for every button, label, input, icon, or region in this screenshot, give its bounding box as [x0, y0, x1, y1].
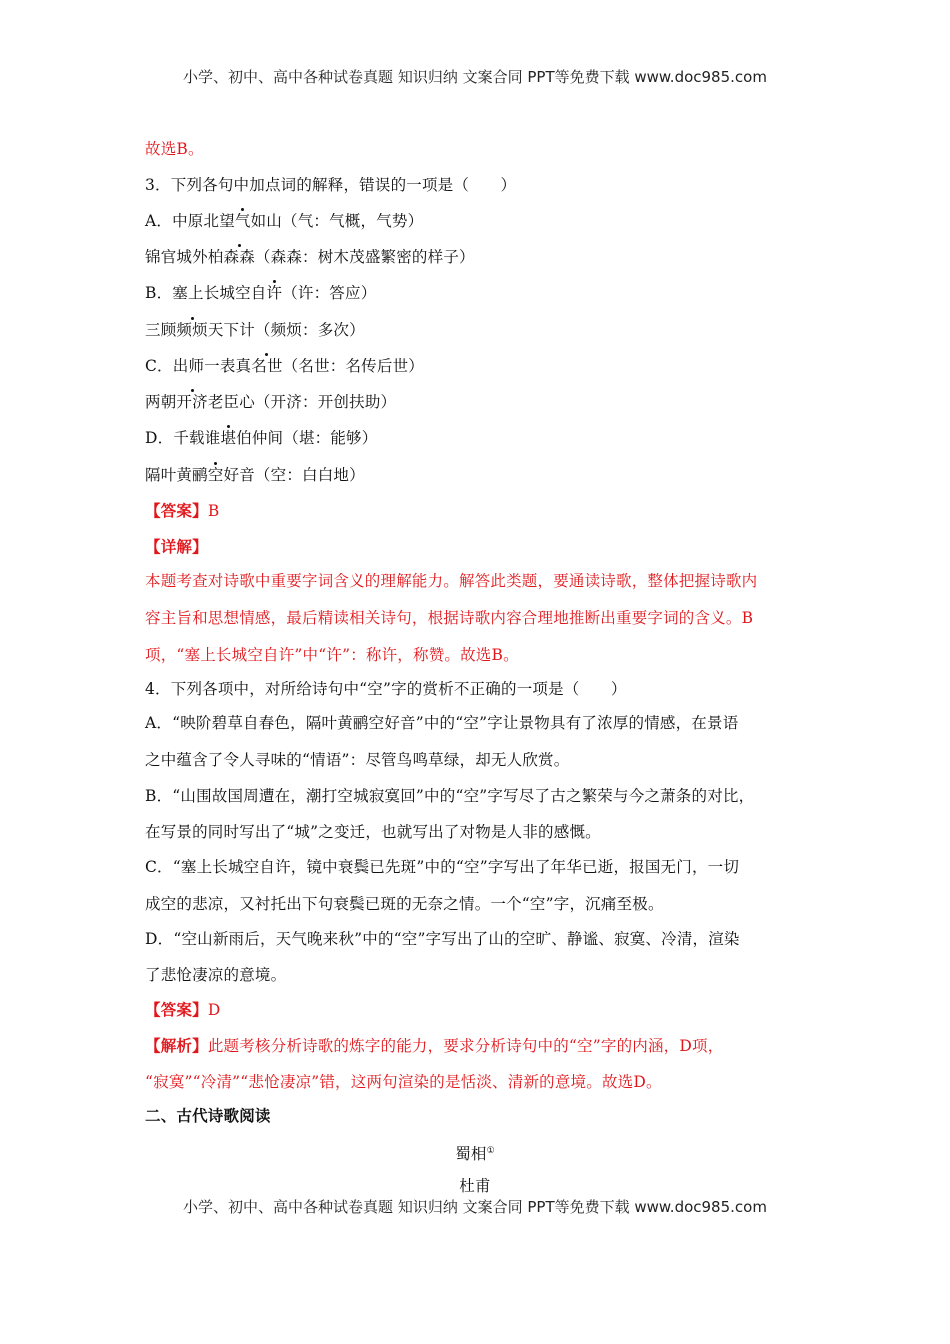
text: （许：答应） — [282, 284, 377, 302]
q3-detail-line2: 容主旨和思想情感，最后精读相关诗句，根据诗歌内容合理地推断出重要字词的含义。B — [145, 609, 754, 627]
q3-detail-line3: 项，“塞上长城空自许”中“许”：称许，称赞。故选B。 — [145, 646, 519, 664]
text: 伯仲间（堪：能够） — [236, 429, 378, 447]
analysis-label: 【解析】 — [145, 1036, 208, 1055]
q3-option-a-line2 — [145, 247, 822, 267]
dotted-word: 空 — [207, 466, 224, 484]
text: 天下计（频烦：多次） — [207, 321, 365, 339]
text: 此题考核分析诗歌的炼字的能力，要求分析诗句中的“空”字的内涵，D项， — [207, 1037, 724, 1055]
dotted-word: 森森 — [223, 248, 255, 266]
q3-detail-label: 【详解】 — [145, 537, 208, 556]
answer-label: 【答案】 — [145, 1000, 208, 1019]
q3-option-d-line1 — [145, 428, 822, 448]
q4-option-d-line2: 了悲怆凄凉的意境。 — [145, 966, 287, 984]
q4-option-a-line2: 之中蕴含了令人寻味的“情语”：尽管鸟鸣草绿，却无人欣赏。 — [145, 751, 570, 769]
q3-option-a-line1 — [145, 211, 822, 231]
q3-option-b-line2 — [145, 320, 822, 340]
footnote-mark: ① — [486, 1146, 495, 1156]
q4-option-d-line1: D．“空山新雨后，天气晚来秋”中的“空”字写出了山的空旷、静谧、寂寞、冷清，渲染 — [145, 930, 740, 948]
q3-detail-line1: 本题考查对诗歌中重要字词含义的理解能力。解答此类题，要通读诗歌，整体把握诗歌内 — [145, 572, 758, 590]
page-footer: 小学、初中、高中各种试卷真题 知识归纳 文案合同 PPT等免费下载 www.doc985.com — [183, 1198, 767, 1216]
q3-answer — [145, 501, 822, 521]
dotted-word: 名世 — [251, 357, 283, 375]
answer-label: 【答案】 — [145, 501, 208, 520]
q4-analysis-line1 — [145, 1036, 822, 1056]
text: 三顾 — [145, 321, 177, 339]
page-header: 小学、初中、高中各种试卷真题 知识归纳 文案合同 PPT等免费下载 www.doc985.com — [183, 68, 767, 86]
dotted-word: 许 — [266, 284, 283, 302]
q2-conclusion: 故选B。 — [145, 140, 204, 158]
dotted-word: 频烦 — [176, 321, 208, 339]
text: 两朝 — [145, 393, 177, 411]
q4-option-c-line1: C．“塞上长城空自许，镜中衰鬓已先斑”中的“空”字写出了年华已逝，报国无门，一切 — [145, 858, 740, 876]
q3-stem: 3．下列各句中加点词的解释，错误的一项是（ ） — [145, 176, 517, 194]
q4-option-b-line1: B．“山围故国周遭在，潮打空城寂寞回”中的“空”字写尽了古之繁荣与今之萧条的对比， — [145, 787, 755, 805]
text: 如山（气：气概，气势） — [250, 212, 424, 230]
text: 老臣心（开济：开创扶助） — [207, 393, 397, 411]
q3-option-d-line2 — [145, 465, 822, 485]
poem-author: 杜甫 — [459, 1177, 491, 1195]
dotted-word: 堪 — [220, 429, 237, 447]
answer-value: D — [207, 1001, 221, 1019]
text: 蜀相 — [455, 1145, 487, 1164]
poem-title — [0, 1141, 950, 1164]
text: 锦官城外柏 — [145, 248, 224, 266]
q4-stem: 4．下列各项中，对所给诗句中“空”字的赏析不正确的一项是（ ） — [145, 680, 627, 698]
section-heading: 二、古代诗歌阅读 — [145, 1106, 271, 1125]
text: 好音（空：白白地） — [223, 466, 365, 484]
text: D．千载谁 — [145, 429, 221, 447]
text: （森森：树木茂盛繁密的样子） — [254, 248, 475, 266]
text: C．出师一表真 — [145, 357, 252, 375]
dotted-word: 气 — [234, 212, 251, 230]
q4-option-b-line2: 在写景的同时写出了“城”之变迁，也就写出了对物是人非的感慨。 — [145, 823, 601, 841]
text: B．塞上长城空自 — [145, 284, 267, 302]
q4-answer — [145, 1000, 822, 1020]
q3-option-c-line1 — [145, 356, 822, 376]
dotted-word: 开济 — [176, 393, 208, 411]
q4-analysis-line2: “寂寞”“冷清”“悲怆凄凉”错，这两句渲染的是恬淡、清新的意境。故选D。 — [145, 1073, 662, 1091]
q4-option-c-line2: 成空的悲凉，又衬托出下句衰鬓已斑的无奈之情。一个“空”字，沉痛至极。 — [145, 895, 664, 913]
text: A．中原北望 — [145, 212, 235, 230]
text: 隔叶黄鹂 — [145, 466, 208, 484]
q3-option-b-line1 — [145, 283, 822, 303]
answer-value: B — [207, 502, 220, 520]
q3-option-c-line2 — [145, 392, 822, 412]
text: （名世：名传后世） — [282, 357, 424, 375]
q4-option-a-line1: A．“映阶碧草自春色，隔叶黄鹂空好音”中的“空”字让景物具有了浓厚的情感，在景语 — [145, 714, 739, 732]
